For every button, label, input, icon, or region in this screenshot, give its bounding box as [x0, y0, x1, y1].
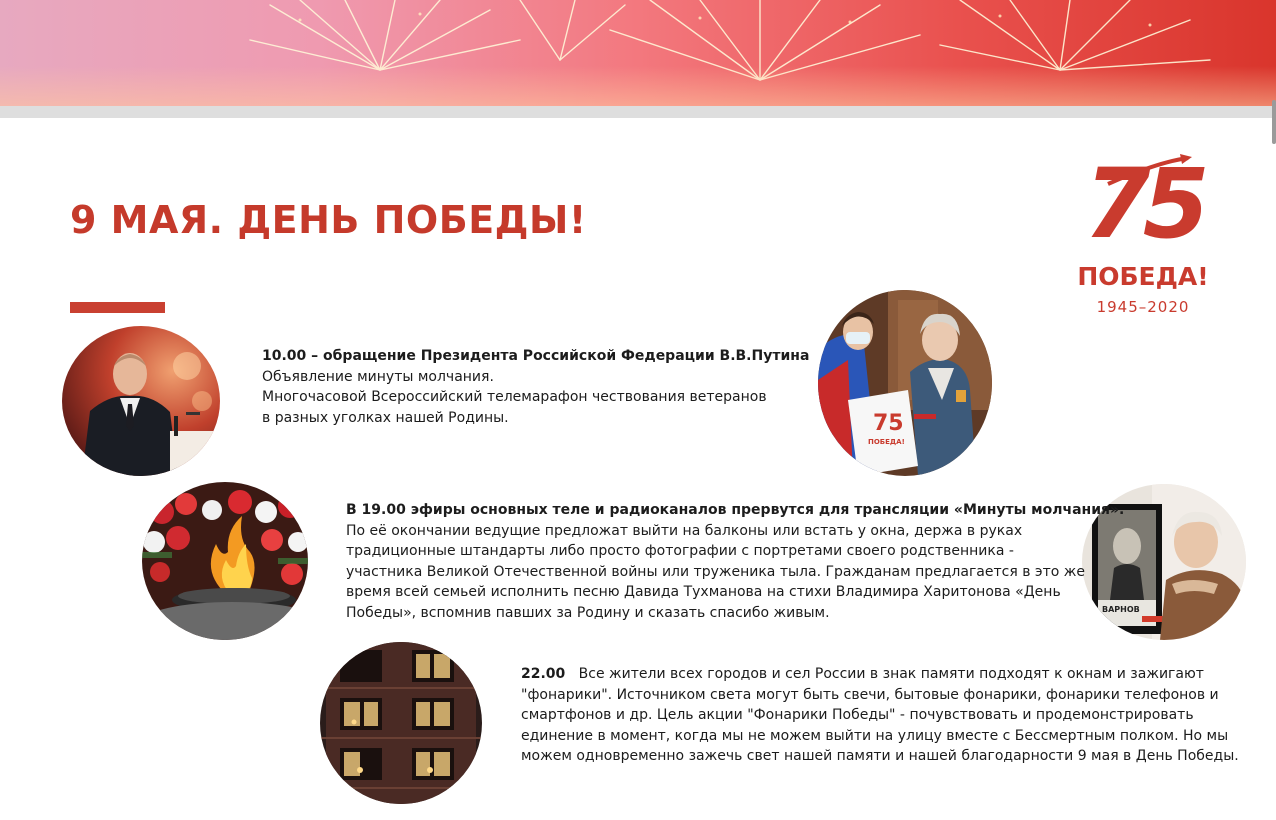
scrollbar-thumb[interactable] — [1272, 100, 1276, 144]
eternal-flame-photo — [142, 482, 308, 640]
address-schedule-block — [262, 346, 809, 428]
president-address-photo — [62, 326, 220, 476]
lanterns-of-victory-block — [521, 664, 1239, 767]
victory-75-logo — [1068, 148, 1218, 322]
svg-text:75: 75 — [873, 411, 904, 436]
block-line: Многочасовой Всероссийский телемарафон чествования ветеранов — [262, 389, 767, 405]
veteran-greeting-photo — [818, 290, 992, 476]
block-line: Победы», вспомнив павших за Родину и сказать спасибо живым. — [346, 604, 830, 621]
logo-number: 75 — [1084, 148, 1202, 260]
block-first-line-rest: Все жители всех городов и сел России в знак памяти подходят к окнам и зажигают — [578, 666, 1204, 682]
block-line: традиционные штандарты либо просто фотографии с портретами своего родственника - — [346, 543, 1014, 559]
block-line: время всей семьей исполнить песню Давида Тухманова на стихи Владимира Харитонова «День — [346, 584, 1061, 600]
block-line: смартфонов и др. Цель акции "Фонарики Победы" - почувствовать и продемонстрировать — [521, 707, 1194, 723]
logo-years: 1945–2020 — [1096, 298, 1190, 316]
page-title: 9 МАЯ. ДЕНЬ ПОБЕДЫ! — [70, 198, 587, 242]
fireworks-banner — [0, 0, 1276, 106]
banner-divider — [0, 106, 1276, 118]
block-lead: 10.00 – обращение Президента Российской Федерации В.В.Путина — [262, 348, 810, 364]
block-lead-line — [521, 664, 1239, 685]
block-line: можем одновременно зажечь свет нашей памяти и нашей благодарности 9 мая в День Победы. — [521, 748, 1239, 764]
bag-label: ПОБЕДА! — [868, 438, 905, 446]
block-lead: 22.00 — [521, 666, 566, 682]
portrait-caption: ВАРНОВ — [1102, 605, 1140, 614]
lit-windows-photo — [320, 642, 482, 804]
title-accent-bar — [70, 302, 165, 313]
block-line: в разных уголках нашей Родины. — [262, 409, 509, 426]
block-line: единение в момент, когда мы не можем выйти на улицу вместе с Бессмертным полком. Но мы — [521, 727, 1229, 744]
block-line: "фонарики". Источником света могут быть свечи, бытовые фонарики, фонарики телефонов и — [521, 686, 1219, 703]
block-lead: В 19.00 эфиры основных теле и радиоканалов прервутся для трансляции «Минуты молчания». — [346, 502, 1125, 518]
block-line: Объявление минуты молчания. — [262, 368, 494, 385]
block-line: По её окончании ведущие предложат выйти на балконы или встать у окна, держа в руках — [346, 522, 1023, 539]
block-line: участника Великой Отечественной войны или труженика тыла. Гражданам предлагается в это же — [346, 563, 1085, 580]
logo-word: ПОБЕДА! — [1077, 262, 1209, 291]
minute-of-silence-block — [346, 500, 1124, 623]
